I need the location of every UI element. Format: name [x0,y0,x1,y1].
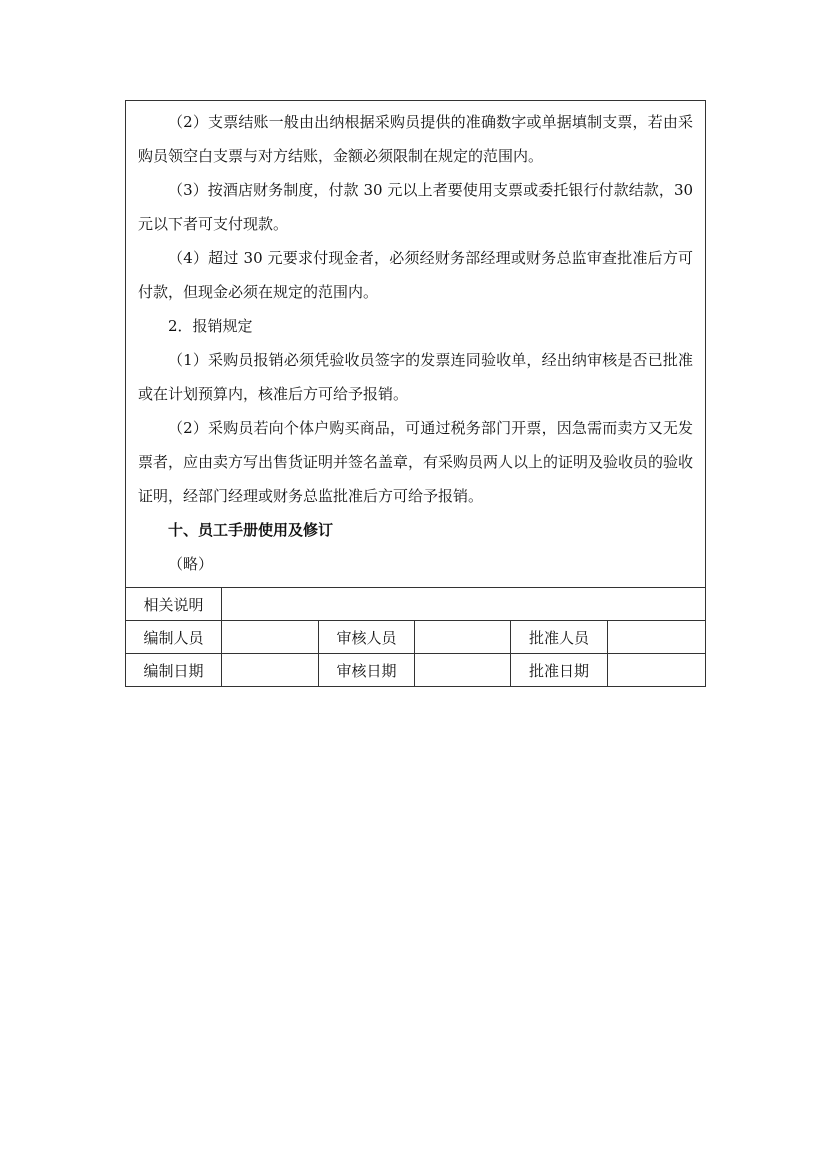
paragraph-omitted: （略） [168,555,214,573]
approve-date-label: 批准日期 [511,654,608,687]
content-cell [126,101,706,588]
editor-value [222,621,319,654]
paragraph-3: （4）超过 30 元要求付现金者，必须经财务部经理或财务总监审查批准后方可付款，但现金必须在规定的范围内。 [138,249,694,301]
edit-date-label: 编制日期 [126,654,222,687]
editor-label: 编制人员 [126,621,222,654]
approver-label: 批准人员 [511,621,608,654]
edit-date-value [222,654,319,687]
document-table [125,100,706,687]
reviewer-value [415,621,511,654]
section-heading: 十、员工手册使用及修订 [168,521,334,539]
related-label: 相关说明 [126,588,222,621]
paragraph-6: （2）采购员若向个体户购买商品，可通过税务部门开票，因急需而卖方又无发票者，应由卖方写出售货证明并签名盖章，有采购员两人以上的证明及验收员的验收证明，经部门经理或财务总监批准后方可给予报销。 [138,419,694,505]
related-value [222,588,706,621]
reviewer-label: 审核人员 [319,621,415,654]
related-row [126,588,706,621]
review-date-value [415,654,511,687]
personnel-row [126,621,706,654]
review-date-label: 审核日期 [319,654,415,687]
paragraph-1: （2）支票结账一般由出纳根据采购员提供的准确数字或单据填制支票，若由采购员领空白支票与对方结账，金额必须限制在规定的范围内。 [138,113,694,165]
approver-value [608,621,706,654]
dates-row [126,654,706,687]
paragraph-4: 2．报销规定 [168,317,253,335]
paragraph-5: （1）采购员报销必须凭验收员签字的发票连同验收单，经出纳审核是否已批准或在计划预算内，核准后方可给予报销。 [138,351,694,403]
paragraph-2: （3）按酒店财务制度，付款 30 元以上者要使用支票或委托银行付款结款，30 元以下者可支付现款。 [138,181,694,233]
approve-date-value [608,654,706,687]
